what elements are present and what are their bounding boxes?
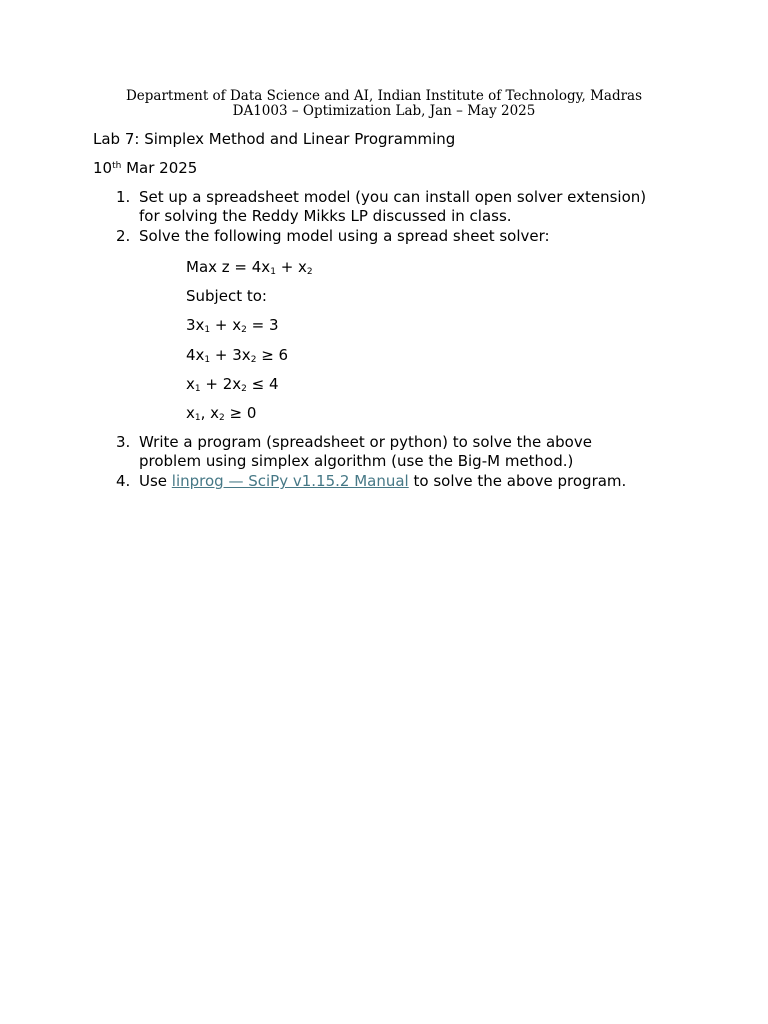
model-nonnegativity: $x_1$, $x_2 \ge 0$ [186,404,257,423]
list-item-line: Write a program (spreadsheet or python) to solve the above [139,433,592,451]
lab-date [93,159,197,178]
date-day: 10 [93,159,113,177]
date-month-year: Mar 2025 [121,159,198,177]
linprog-manual-link[interactable]: linprog — SciPy v1.15.2 Manual [171,472,409,490]
list-item-prefix: Use [139,472,172,490]
list-item-suffix: to solve the above program. [408,472,627,490]
list-item-line: problem using simplex algorithm (use the Big-M method.) [139,452,574,470]
date-day-suffix: th [112,161,122,171]
list-item-number: 4. [116,472,131,490]
lab-title: Lab 7: Simplex Method and Linear Programming [93,130,456,148]
list-item-number: 1. [116,188,131,206]
list-item-number: 3. [116,433,131,451]
list-item-text [139,433,679,471]
list-item-text [139,472,679,491]
model-constraint-2: $4x_1 + 3x_2 \ge 6$ [186,346,289,365]
model-subject-to: Subject to: [186,287,267,305]
header-department: Department of Data Science and AI, Indian Institute of Technology, Madras [125,88,643,104]
list-item-number: 2. [116,227,131,245]
list-item-text [139,188,679,226]
list-item-line: for solving the Reddy Mikks LP discussed in class. [139,207,512,225]
model-objective: Max $z = 4x_1 + x_2$ [186,258,313,277]
header-course: DA1003 – Optimization Lab, Jan – May 2025 [232,103,536,119]
model-constraint-1: $3x_1 + x_2 = 3$ [186,316,279,335]
list-item-text: Solve the following model using a spread sheet solver: [139,227,550,245]
model-constraint-3: $x_1 + 2x_2 \le 4$ [186,375,279,394]
list-item-line: Set up a spreadsheet model (you can install open solver extension) [139,188,647,206]
